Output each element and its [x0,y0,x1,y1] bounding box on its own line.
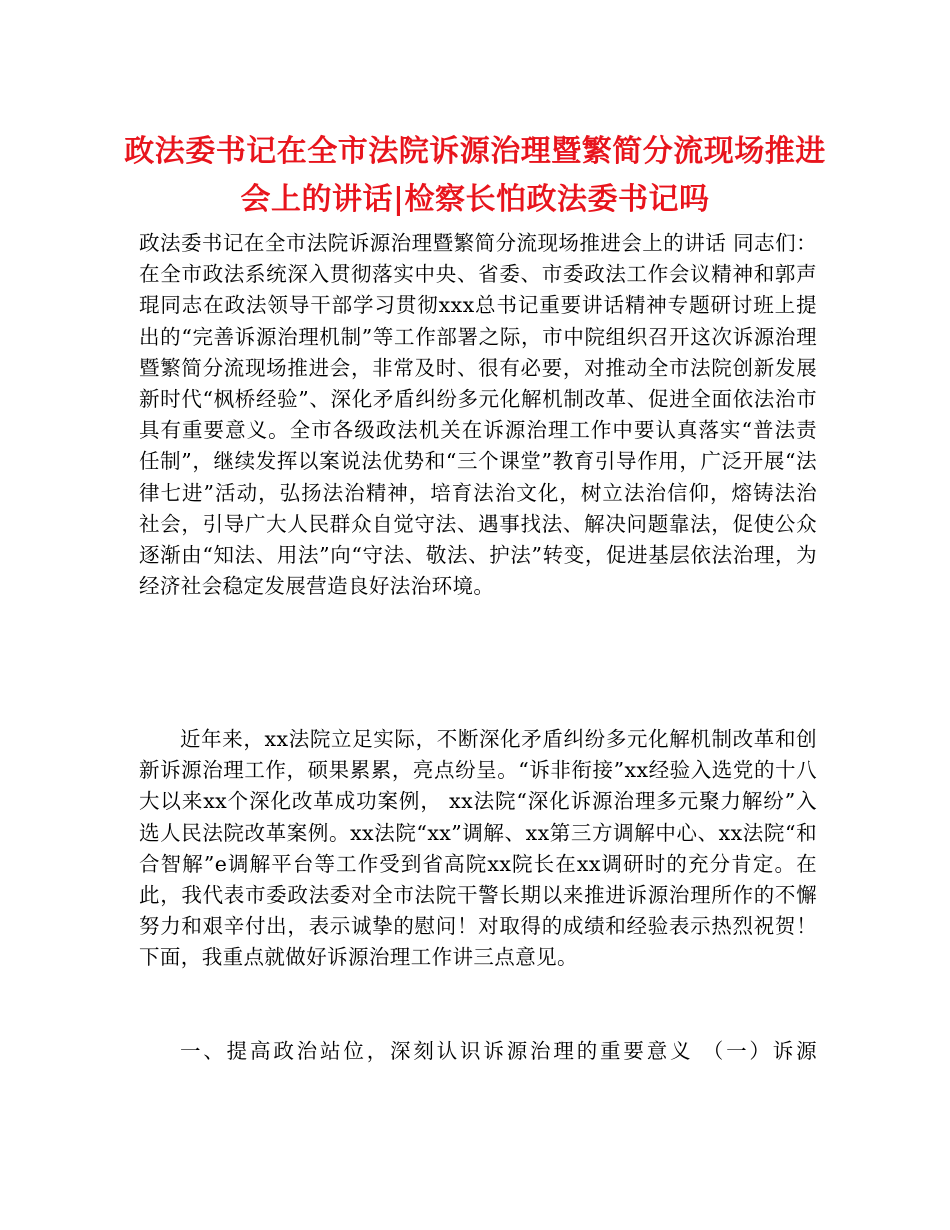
document-title: 政法委书记在全市法院诉源治理暨繁简分流现场推进会上的讲话|检察长怕政法委书记吗 [124,134,826,217]
paragraph-3: 一、提高政治站位，深刻认识诉源治理的重要意义 （一）诉源 [180,1039,817,1063]
paragraph-1: 政法委书记在全市法院诉源治理暨繁简分流现场推进会上的讲话 同志们： 在全市政法系统深入贯彻落实中央、省委、市委政法工作会议精神和郭声琨同志在政法领导干部学习贯彻xxx总书记重要讲话精神专题研讨班上提出的“完善诉源治理机制”等工作部署之际，市中院组织召开这次诉源治理暨繁简分流现场推进会，非常及时、很有必要，对推动全市法院创新发展新时代“枫桥经验”、深化矛盾纠纷多元化解机制改革、促进全面依法治市具有重要意义。全市各级政法机关在诉源治理工作中要认真落实“普法责任制”，继续发挥以案说法优势和“三个课堂”教育引导作用，广泛开展“法律七进”活动，弘扬法治精神，培育法治文化，树立法治信仰，熔铸法治社会，引导广大人民群众自觉守法、遇事找法、解决问题靠法，促使公众逐渐由“知法、用法”向“守法、敬法、护法”转变，促进基层依法治理，为经济社会稳定发展营造良好法治环境。 [139,231,824,599]
paragraph-2: 近年来，xx法院立足实际，不断深化矛盾纠纷多元化解机制改革和创新诉源治理工作，硕果累累，亮点纷呈。“诉非衔接”xx经验入选党的十八大以来xx个深化改革成功案例， xx法院“深化诉源治理多元聚力解纷”入选人民法院改革案例。xx法院“xx”调解、xx第三方调解中心、xx法院“和合智解”e调解平台等工作受到省高院xx院长在xx调研时的充分肯定。在此，我代表市委政法委对全市法院干警长期以来推进诉源治理所作的不懈努力和艰辛付出，表示诚挚的慰问！对取得的成绩和经验表示热烈祝贺！下面，我重点就做好诉源治理工作讲三点意见。 [139,727,817,970]
document-body [139,228,824,1076]
